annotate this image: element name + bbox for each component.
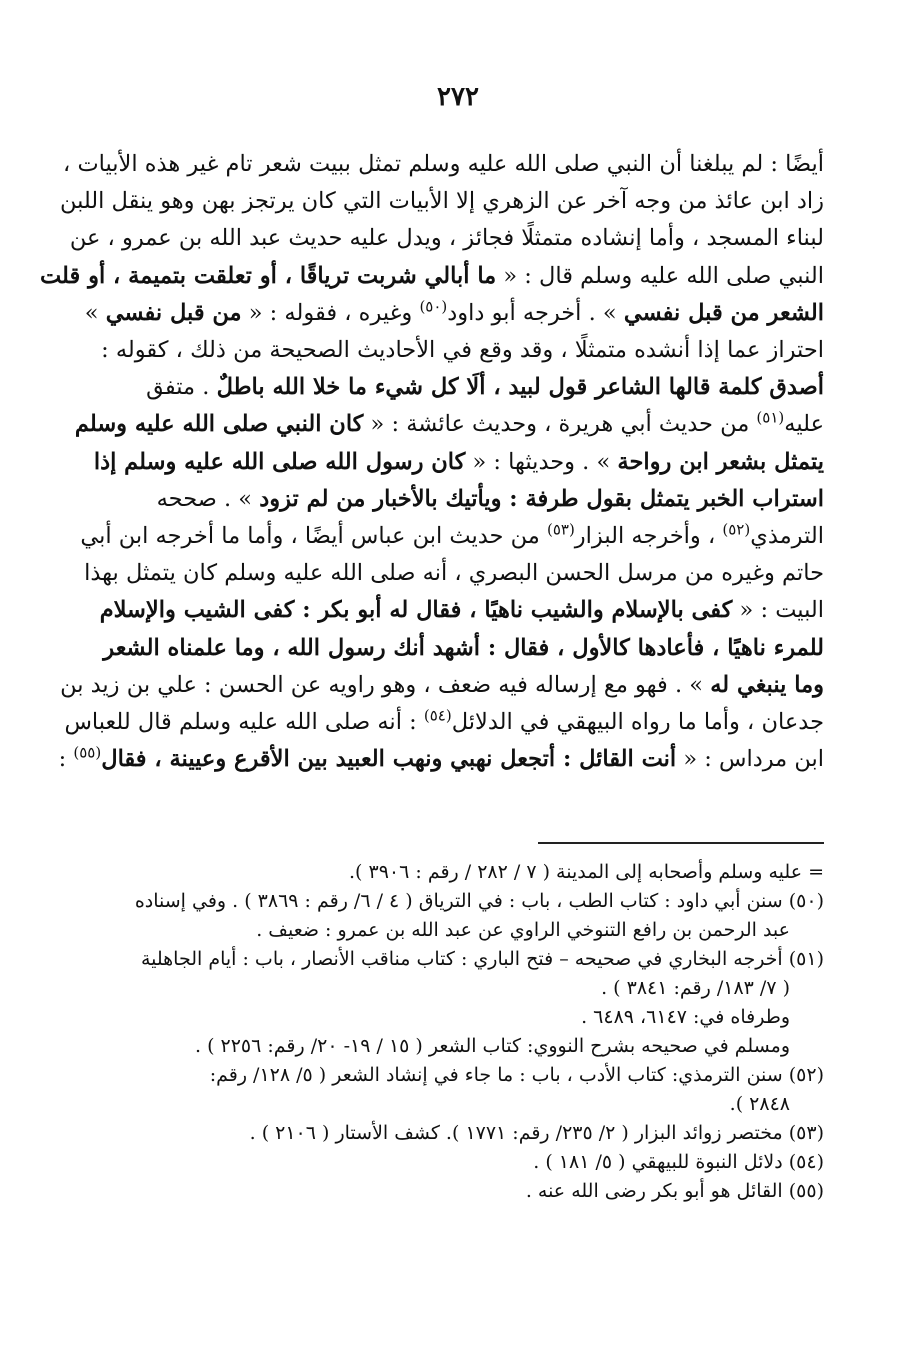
footnote-ref: (٥٥) <box>73 743 102 762</box>
text-run: الترمذي <box>750 523 824 550</box>
text-line <box>64 369 824 406</box>
hadith-quote: يتمثل بشعر ابن رواحة <box>617 448 824 475</box>
text-line <box>64 406 824 443</box>
text-run: : <box>58 746 74 773</box>
hadith-quote: من قبل نفسي <box>105 299 242 326</box>
footnote-ref: (٥٠) <box>419 297 448 316</box>
footnote: (٥٢) سنن الترمذي: كتاب الأدب ، باب : ما جاء في إنشاد الشعر ( ٥/ ١٢٨/ رقم: <box>209 1064 824 1086</box>
page-number: ٢٧٢ <box>437 82 479 112</box>
footnote: = عليه وسلم وأصحابه إلى المدينة ( ٧ / ٢٨٢ / رقم : ٣٩٠٦ ). <box>349 861 824 883</box>
main-text <box>39 146 824 778</box>
text-line <box>58 741 824 778</box>
text-run: زاد ابن عائذ من وجه آخر عن الزهري إلا الأبيات التي كان يرتجز بهن وهو ينقل اللبن <box>59 188 824 215</box>
text-run: جدعان ، وأما ما رواه البيهقي في الدلائل <box>451 709 824 736</box>
text-line <box>60 667 824 704</box>
footnote: ( ٧/ ١٨٣/ رقم: ٣٨٤١ ) . <box>601 977 790 999</box>
footnote-ref: (٥٣) <box>546 520 575 539</box>
text-run: » . صححه <box>156 485 260 512</box>
footnote-ref: (٥٤) <box>423 706 452 725</box>
text-run: حاتم وغيره من مرسل الحسن البصري ، أنه صلى الله عليه وسلم كان يتمثل بهذا <box>84 560 824 587</box>
text-line <box>64 704 824 741</box>
footnote: (٥٤) دلائل النبوة للبيهقي ( ٥/ ١٨١ ) . <box>533 1151 824 1173</box>
footnote-ref: (٥١) <box>756 408 785 427</box>
text-line <box>59 183 824 220</box>
footnote-ref: (٥٢) <box>722 520 751 539</box>
hadith-quote: ما أبالي شربت ترياقًا ، أو تعلقت بتميمة ، أو قلت <box>39 262 497 289</box>
footnote: (٥١) أخرجه البخاري في صحيحه – فتح الباري : كتاب مناقب الأنصار ، باب : أيام الجاهلية <box>140 948 824 970</box>
text-run: . متفق <box>146 374 217 401</box>
hadith-quote: كفى بالإسلام والشيب ناهيًا ، فقال له أبو بكر : كفى الشيب والإسلام <box>99 597 733 624</box>
text-run: البيت : « <box>732 597 824 624</box>
hadith-quote: كان رسول الله صلى الله عليه وسلم إذا <box>93 448 466 475</box>
footnote: (٥٠) سنن أبي داود : كتاب الطب ، باب : في الترياق ( ٤ / ٦/ رقم : ٣٨٦٩ ) . وفي إسناده <box>134 890 824 912</box>
text-line <box>64 332 824 369</box>
text-line <box>64 220 824 257</box>
hadith-quote: أنت القائل : أتجعل نهبي ونهب العبيد بين الأقرع وعيينة ، فقال <box>101 746 677 773</box>
text-run: ابن مرداس : « <box>676 746 824 773</box>
footnote-separator <box>538 842 824 844</box>
text-line <box>39 258 824 295</box>
text-run: » . أخرجه أبو داود <box>447 299 624 326</box>
text-line <box>64 481 824 518</box>
hadith-quote: استراب الخبر يتمثل بقول طرفة : ويأتيك بالأخبار من لم تزود <box>259 485 824 512</box>
text-run: : أنه صلى الله عليه وسلم قال للعباس <box>64 709 424 736</box>
text-run: ، وأخرجه البزار <box>574 523 723 550</box>
footnote: عبد الرحمن بن رافع التنوخي الراوي عن عبد الله بن عمرو : ضعيف . <box>256 919 790 941</box>
text-line <box>64 518 824 555</box>
hadith-quote: الشعر من قبل نفسي <box>623 299 824 326</box>
text-line <box>64 146 824 183</box>
footnote: (٥٣) مختصر زوائد البزار ( ٢/ ٢٣٥/ رقم: ١٧٧١ ). كشف الأستار ( ٢١٠٦ ) . <box>249 1122 824 1144</box>
text-run: احتراز عما إذا أنشده متمثلًا ، وقد وقع في الأحاديث الصحيحة من ذلك ، كقوله : <box>101 337 824 364</box>
text-run: من حديث أبي هريرة ، وحديث عائشة : « <box>363 411 757 438</box>
text-run: لبناء المسجد ، وأما إنشاده متمثلًا فجائز ، ويدل عليه حديث عبد الله بن عمرو ، عن <box>69 225 824 252</box>
text-run: » . وحديثها : « <box>465 448 618 475</box>
text-run: من حديث ابن عباس أيضًا ، وأما ما أخرجه ابن أبي <box>80 523 547 550</box>
footnote: وطرفاه في: ٦١٤٧، ٦٤٨٩ . <box>581 1006 790 1028</box>
text-run: » <box>84 299 106 326</box>
text-run: وغيره ، فقوله : « <box>241 299 420 326</box>
hadith-quote: وما ينبغي له <box>710 671 824 698</box>
footnote: ٢٨٤٨ ). <box>729 1093 790 1115</box>
text-line <box>64 295 824 332</box>
text-run: عليه <box>784 411 824 438</box>
footnotes <box>64 858 824 1206</box>
hadith-quote: أصدق كلمة قالها الشاعر قول لبيد ، ألَا كل شيء ما خلا الله باطلٌ <box>216 374 824 401</box>
hadith-quote: للمرء ناهيًا ، فأعادها كالأول ، فقال : أشهد أنك رسول الله ، وما علمناه الشعر <box>103 634 824 661</box>
hadith-quote: كان النبي صلى الله عليه وسلم <box>74 411 364 438</box>
text-run: » . فهو مع إرساله فيه ضعف ، وهو راويه عن الحسن : علي بن زيد بن <box>60 671 711 698</box>
footnote: (٥٥) القائل هو أبو بكر رضى الله عنه . <box>525 1180 824 1202</box>
footnote: ومسلم في صحيحه بشرح النووي: كتاب الشعر ( ١٥ / ١٩- ٢٠/ رقم: ٢٢٥٦ ) . <box>194 1035 790 1057</box>
text-line <box>64 592 824 629</box>
text-line <box>64 630 824 667</box>
text-run: أيضًا : لم يبلغنا أن النبي صلى الله عليه وسلم تمثل ببيت شعر تام غير هذه الأبيات ، <box>63 151 824 177</box>
text-run: النبي صلى الله عليه وسلم قال : « <box>496 262 824 289</box>
text-line <box>64 444 824 481</box>
text-line <box>64 555 824 592</box>
